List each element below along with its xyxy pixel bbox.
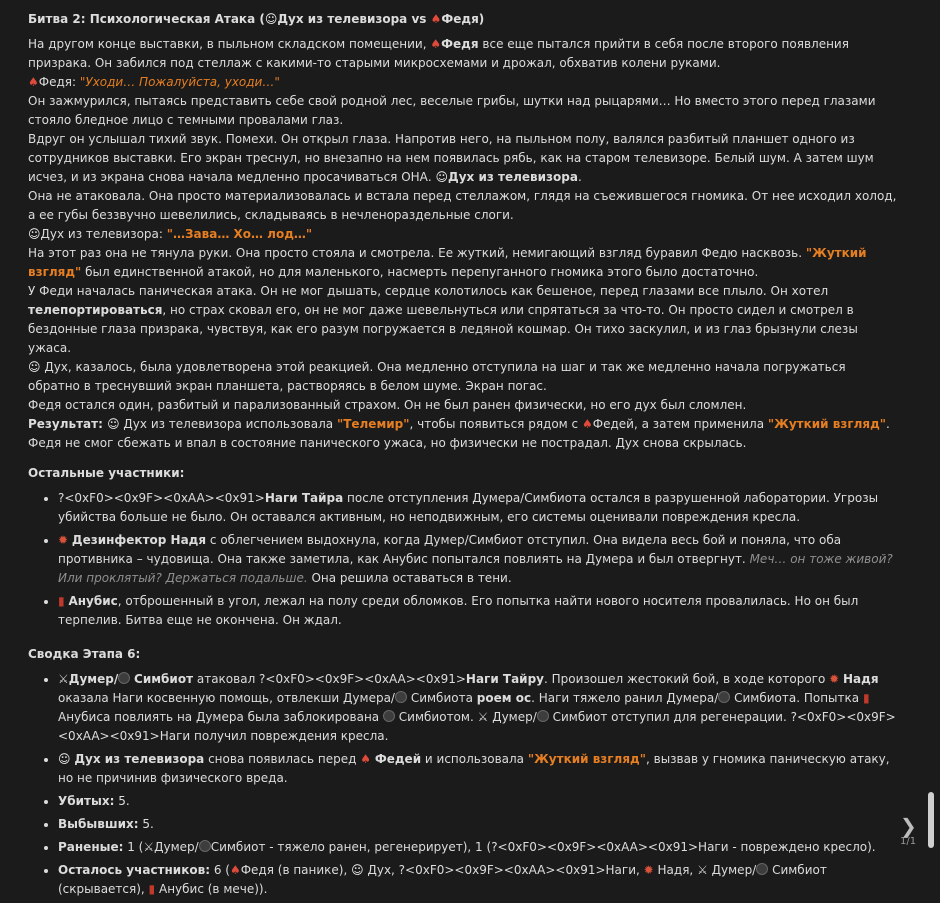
ghost-icon: ☺ bbox=[264, 12, 278, 26]
mushroom-icon: ♠ bbox=[430, 37, 442, 51]
summary-list bbox=[28, 670, 898, 899]
symbiote-icon bbox=[718, 691, 730, 703]
bug-icon: ✹ bbox=[58, 533, 69, 547]
battle-title: Битва 2: Психологическая Атака (☺Дух из телевизора vs ♠Федя) bbox=[28, 12, 485, 26]
quote-ghost: ☺Дух из телевизора: "…Зава… Хо… лод…" bbox=[28, 227, 313, 241]
list-item: • ▮ Анубис, отброшенный в угол, лежал на полу среди обломков. Его попытка найти нового носителя провалилась. Но он был терпелив. Битва еще не окончена. Он ждал. bbox=[58, 592, 898, 630]
mushroom-icon: ♠ bbox=[28, 75, 39, 89]
others-list bbox=[28, 489, 898, 630]
summary-heading: Сводка Этапа 6: bbox=[28, 647, 141, 661]
story-paragraph: У Феди началась паническая атака. Он не мог дышать, сердце колотилось как бешеное, перед глазами все плыло. Он хотел телепортироваться, но страх сковал его, он не мог даже шевельнуться или спрятаться за что-то. Он просто сидел и смотрел в бездонные глаза призрака, чувствуя, как его разум погружается в ледяной кошмар. Он тихо заскулил, и из глаз брызнули слезы ужаса. bbox=[28, 284, 858, 355]
list-item: • ☺ Дух из телевизора снова появилась перед ♠ Федей и использовала "Жуткий взгляд", вызвав у гномика паническую атаку, но не причинив физического вреда. bbox=[58, 750, 898, 788]
symbiote-icon bbox=[118, 672, 130, 684]
next-page-button[interactable]: ❯ bbox=[900, 814, 917, 838]
anubis-icon: ▮ bbox=[58, 594, 65, 608]
battle-result: Результат: ☺ Дух из телевизора использовала "Телемир", чтобы появиться рядом с ♠Федей, а затем применила "Жуткий взгляд". Федя не смог сбежать и впал в состояние панического ужаса, но физически не пострадал. Дух снова скрылась. bbox=[28, 417, 890, 450]
mushroom-icon: ♠ bbox=[581, 417, 593, 431]
story-paragraph: На другом конце выставки, в пыльном складском помещении, ♠Федя все еще пытался прийти в себя после второго появления призрака. Он забился под стеллаж с какими-то старыми микросхемами и дрожал, обхватив колени руками. bbox=[28, 37, 849, 70]
bug-icon: ✹ bbox=[829, 672, 840, 686]
story-paragraph: Она не атаковала. Она просто материализовалась и встала перед стеллажом, глядя на съежившегося гномика. От нее исходил холод, а ее губы беззвучно шевелились, складываясь в нечленораздельные слоги. bbox=[28, 189, 897, 222]
story-paragraph: Вдруг он услышал тихий звук. Помехи. Он открыл глаза. Напротив него, на пыльном полу, валялся разбитый планшет одного из сотрудников выставки. Его экран треснул, но внезапно на нем появилась рябь, как на старом телевизоре. Белый шум. А затем шум исчез, и из экрана снова начала медленно просачиваться ОНА. ☺Дух из телевизора. bbox=[28, 132, 874, 184]
story-paragraph: На этот раз она не тянула руки. Она просто стояла и смотрела. Ее жуткий, немигающий взгляд буравил Федю насквозь. "Жуткий взгляд" был единственной атакой, но для маленького, насмерть перепуганного гномика этого было достаточно. bbox=[28, 246, 867, 279]
ghost-icon: ☺ bbox=[28, 360, 41, 374]
ghost-icon: ☺ bbox=[28, 227, 41, 241]
ghost-icon: ☺ bbox=[58, 752, 71, 766]
story-paragraph: Он зажмурился, пытаясь представить себе свой родной лес, веселые грибы, шутки над рыцарями… Но вместо этого перед глазами стояло бледное лицо с темными провалами глаз. bbox=[28, 94, 876, 127]
scrollbar-thumb[interactable] bbox=[928, 792, 934, 848]
page-counter: 1/1 bbox=[900, 836, 917, 847]
anubis-icon: ▮ bbox=[148, 882, 156, 896]
blade-icon: ⚔ bbox=[58, 672, 69, 686]
mushroom-icon: ♠ bbox=[430, 12, 442, 26]
mushroom-icon: ♠ bbox=[229, 863, 241, 877]
ghost-icon: ☺ bbox=[107, 417, 120, 431]
others-heading: Остальные участники: bbox=[28, 466, 185, 480]
list-item: • Выбывших: 5. bbox=[58, 815, 898, 834]
symbiote-icon bbox=[383, 710, 395, 722]
list-item: • ✹ Дезинфектор Надя с облегчением выдохнула, когда Думер/Симбиот отступил. Она видела весь бой и поняла, что оба противника – чудовища. Она также заметила, как Анубис попытался повлиять на Думера и был отвергнут. Меч… он тоже живой? Или проклятый? Держаться подальше. Она решила оставаться в тени. bbox=[58, 531, 898, 588]
blade-icon: ⚔ bbox=[143, 840, 155, 854]
blade-icon: ⚔ bbox=[477, 710, 489, 724]
list-item: • ?<0xF0><0x9F><0xAA><0x91>Наги Тайра после отступления Думера/Симбиота остался в разрушенной лаборатории. Угрозы убийства больше не было. Он оставался активным, но неподвижным, его системы оценивали повреждения кресла. bbox=[58, 489, 898, 527]
list-item: • ⚔Думер/ Симбиот атаковал ?<0xF0><0x9F><0xAA><0x91>Наги Тайру. Произошел жестокий бой, в ходе которого ✹ Надя оказала Наги косвенную помощь, отвлекши Думера/ Симбиота роем ос. Наги тяжело ранил Думера/ Симбиота. Попытка ▮ Анубиса повлиять на Думера была заблокирована Симбиотом. ⚔ Думер/ Симбиот отступил для регенерации. ?<0xF0><0x9F><0xAA><0x91>Наги получил повреждения кресла. bbox=[58, 670, 898, 746]
chat-message bbox=[28, 10, 898, 903]
ghost-icon: ☺ bbox=[351, 863, 364, 877]
bug-icon: ✹ bbox=[643, 863, 654, 877]
symbiote-icon bbox=[199, 840, 211, 852]
mushroom-icon: ♠ bbox=[360, 752, 371, 766]
story-paragraph: ☺ Дух, казалось, была удовлетворена этой реакцией. Она медленно отступила на шаг и так же медленно начала погружаться обратно в треснувший экран планшета, растворяясь в белом шуме. Экран погас. bbox=[28, 360, 846, 393]
blade-icon: ⚔ bbox=[697, 863, 708, 877]
list-item: • Осталось участников: 6 (♠Федя (в панике), ☺ Дух, ?<0xF0><0x9F><0xAA><0x91>Наги, ✹ Надя, ⚔ Думер/ Симбиот (скрывается), ▮ Анубис (в мече)). bbox=[58, 861, 898, 899]
anubis-icon: ▮ bbox=[862, 691, 870, 705]
list-item: • Раненые: 1 (⚔Думер/ Симбиот - тяжело ранен, регенерирует), 1 (?<0xF0><0x9F><0xAA><0x91>Наги - повреждено кресло). bbox=[58, 838, 898, 857]
list-item: • Убитых: 5. bbox=[58, 792, 898, 811]
story-paragraph: Федя остался один, разбитый и парализованный страхом. Он не был ранен физически, но его дух был сломлен. bbox=[28, 398, 747, 412]
symbiote-icon bbox=[537, 710, 549, 722]
symbiote-icon bbox=[395, 691, 407, 703]
symbiote-icon bbox=[756, 863, 768, 875]
ghost-icon: ☺ bbox=[435, 170, 449, 184]
quote-fedya: ♠Федя: "Уходи… Пожалуйста, уходи…" bbox=[28, 75, 280, 89]
